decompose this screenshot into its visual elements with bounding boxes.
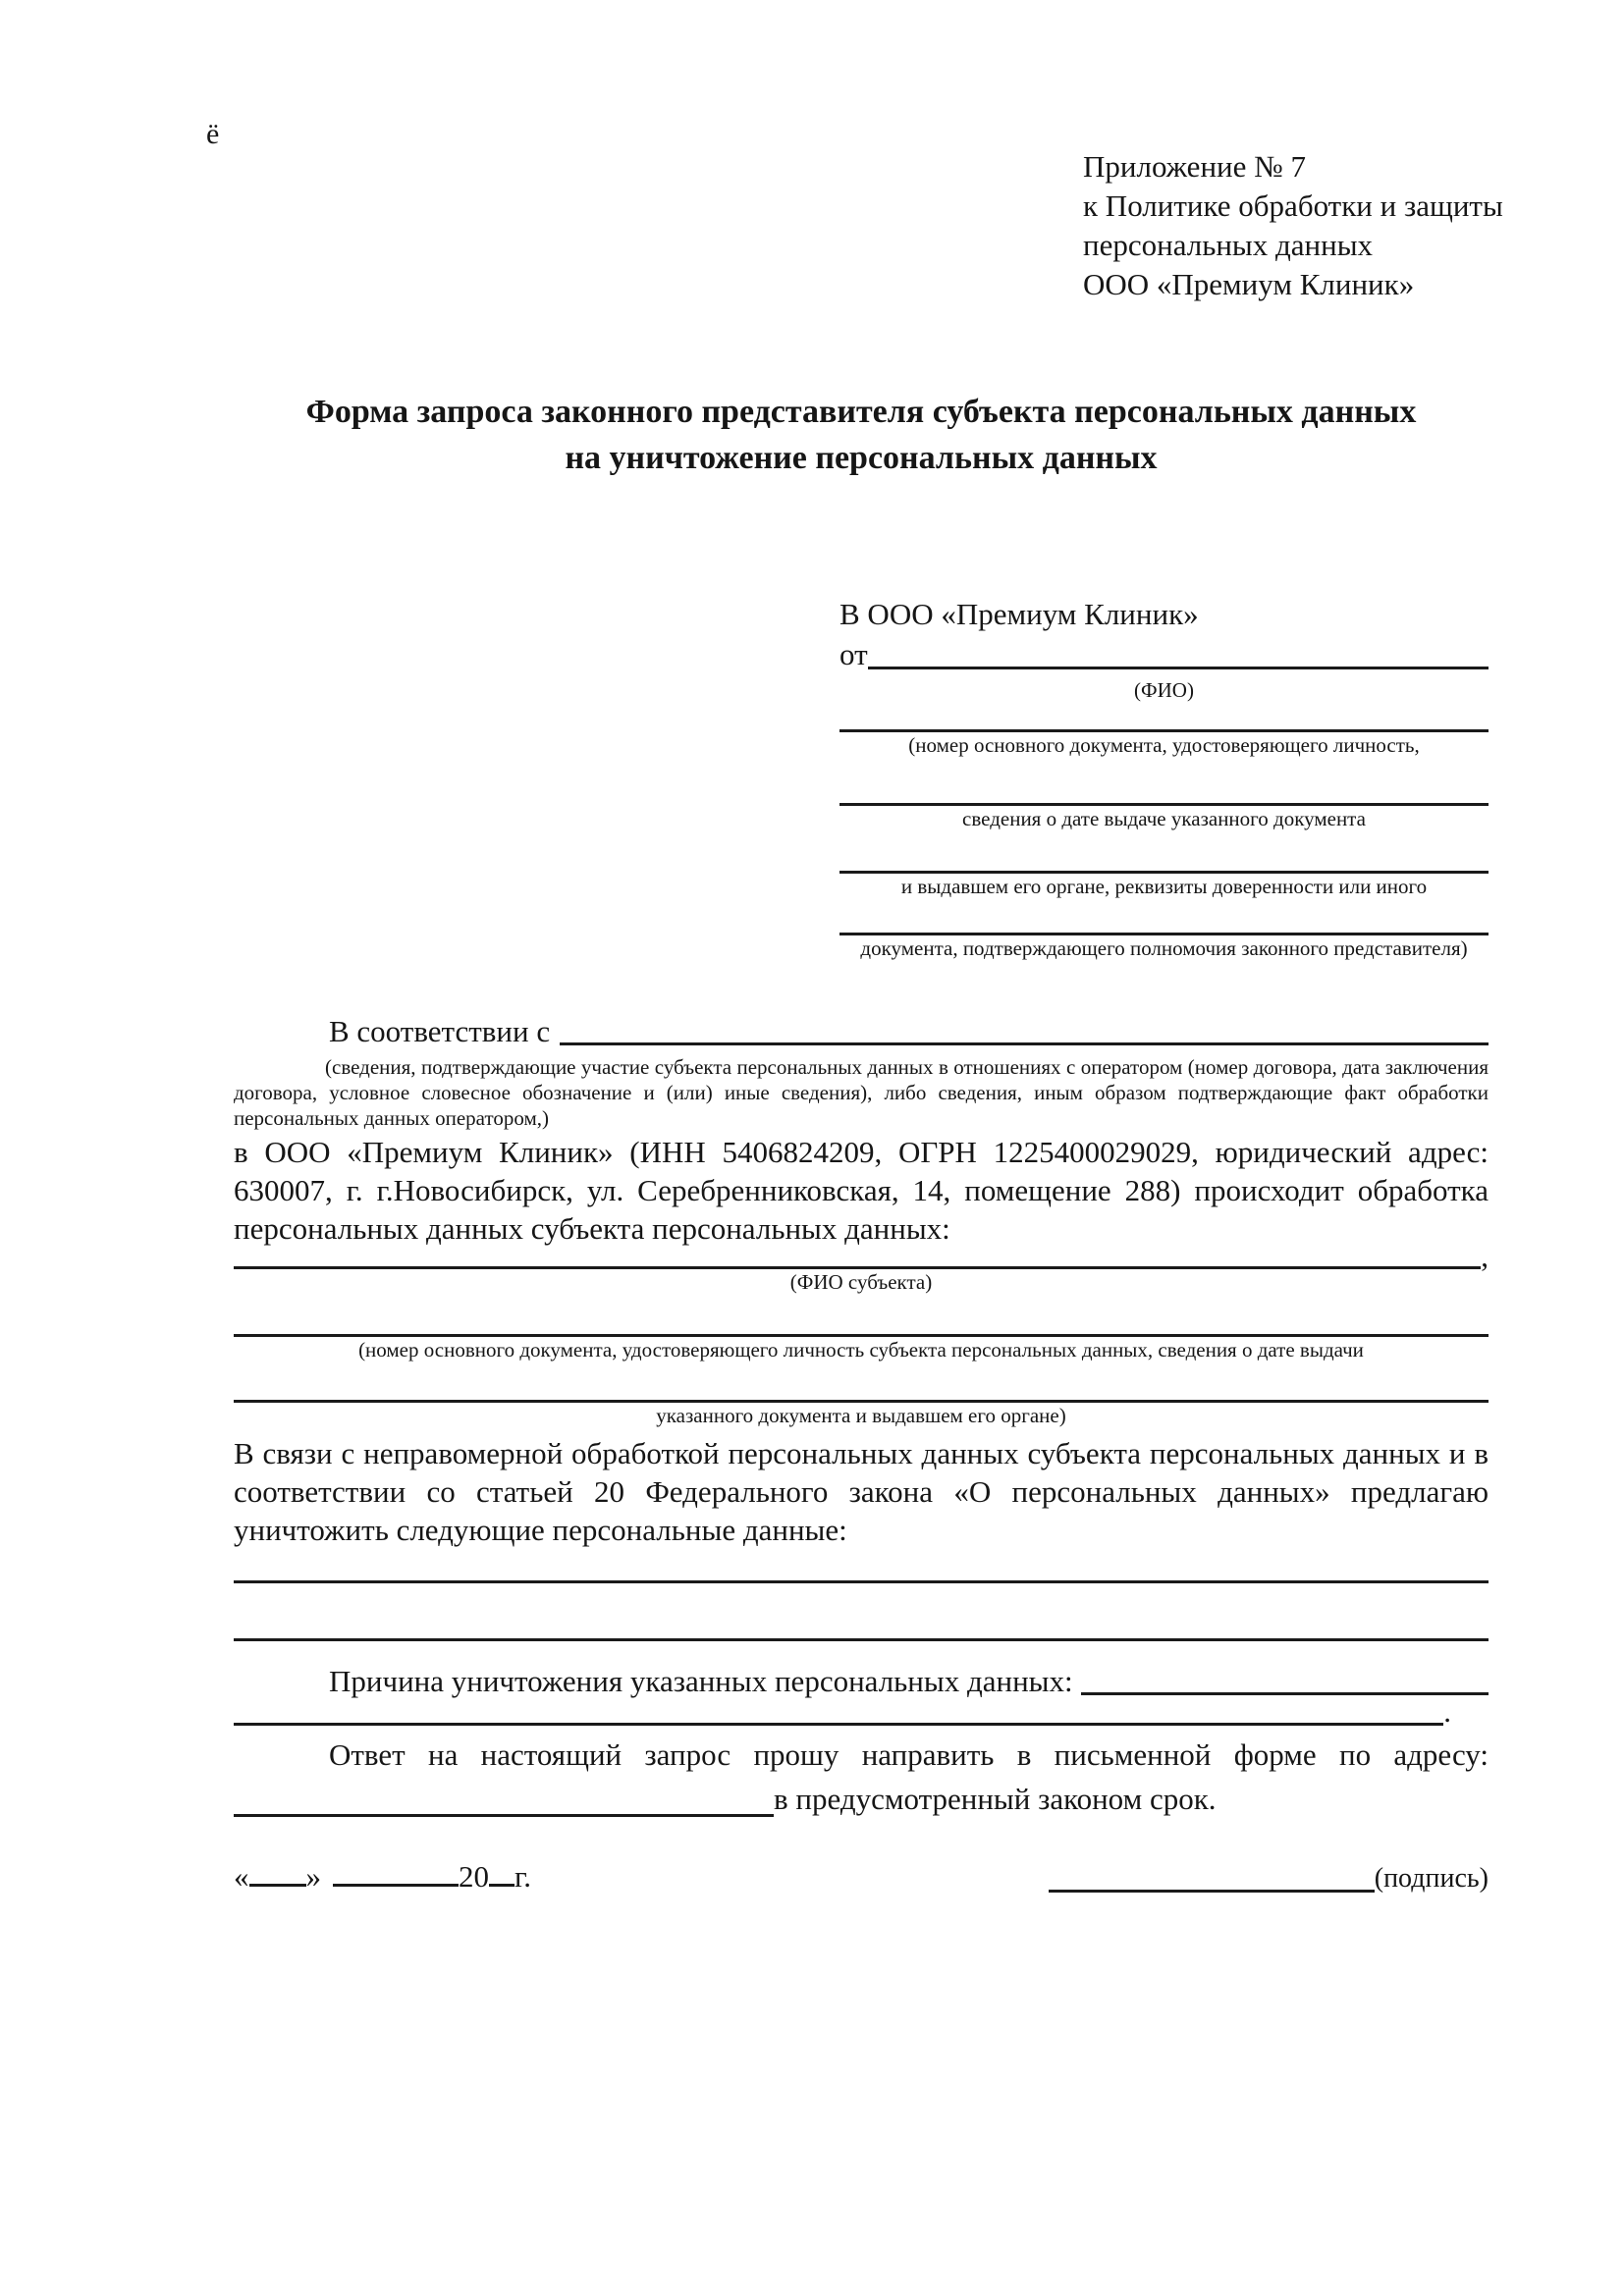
address-blank-line	[234, 1814, 774, 1817]
representative-doc-caption: сведения о дате выдаче указанного документа	[962, 807, 1366, 830]
addressee-from-label: от	[839, 637, 868, 671]
appendix-header-line: персональных данных	[1083, 228, 1374, 262]
representative-doc-caption: и выдавшем его органе, реквизиты доверенности или иного	[900, 875, 1428, 898]
date-year-blank	[489, 1853, 514, 1887]
from-blank-line	[868, 667, 1489, 669]
reason-blank-line	[234, 1723, 1443, 1726]
signature-row	[234, 1853, 1489, 1898]
subject-doc-caption-1: (номер основного документа, удостоверяющего личность субъекта персональных данных, сведения о дате выдачи	[358, 1338, 1364, 1362]
accordance-label: В соответствии с	[329, 1014, 551, 1048]
stray-char: ё	[206, 118, 220, 150]
representative-doc-blank-line	[839, 831, 1489, 874]
accordance-blank-line	[560, 1042, 1489, 1045]
subject-fio-caption: (ФИО субъекта)	[789, 1270, 933, 1294]
representative-doc-blank-line	[839, 899, 1489, 935]
data-to-destroy-blank-line	[234, 1549, 1489, 1583]
appendix-header	[1083, 147, 1503, 304]
addressee-block	[839, 595, 1489, 961]
reason-continuation-line	[234, 1694, 1489, 1729]
date-quote-open: «	[234, 1859, 249, 1894]
reason-line	[234, 1641, 1489, 1700]
appendix-header-line: Приложение № 7	[1083, 149, 1306, 184]
subject-fio-line	[234, 1239, 1489, 1273]
representative-doc-blank-line	[839, 703, 1489, 732]
demand-paragraph: В связи с неправомерной обработкой персональных данных субъекта персональных данных и в соответствии со статьей 20 Федерального закона «О персональных данных» предлагаю уничтожить следующие персональные данные:	[234, 1436, 1489, 1547]
subject-doc-caption-2: указанного документа и выдавшем его органе)	[656, 1404, 1066, 1427]
date-year-prefix: 20	[459, 1859, 489, 1894]
date-line	[234, 1853, 531, 1898]
subject-fio-comma: ,	[1481, 1239, 1489, 1273]
data-to-destroy-blank-line	[234, 1583, 1489, 1641]
date-month-blank	[333, 1853, 459, 1887]
fio-caption: (ФИО)	[1134, 678, 1194, 702]
appendix-header-line: к Политике обработки и защиты	[1083, 188, 1503, 223]
representative-doc-caption: (номер основного документа, удостоверяющего личность,	[908, 733, 1420, 757]
reason-label: Причина уничтожения указанных персональных данных:	[329, 1664, 1073, 1698]
form-title-line-1: Форма запроса законного представителя субъекта персональных данных	[305, 394, 1417, 430]
signature-line	[1049, 1859, 1489, 1898]
appendix-header-line: ООО «Премиум Клиник»	[1083, 267, 1415, 301]
response-paragraph: Ответ на настоящий запрос прошу направить в письменной форме по адресу:	[329, 1737, 1489, 1772]
signature-blank-line	[1049, 1890, 1375, 1893]
operator-paragraph: в ООО «Премиум Клиник» (ИНН 5406824209, ОГРН 1225400029029, юридический адрес: 630007, г. г.Новосибирск, ул. Серебренниковская, 14, помещение 288) происходит обработка персональных данных субъекта персональных данных:	[234, 1135, 1489, 1246]
addressee-to: В ООО «Премиум Клиник»	[839, 597, 1199, 631]
representative-doc-caption: документа, подтверждающего полномочия законного представителя)	[860, 936, 1468, 960]
addressee-from-line	[839, 634, 1489, 675]
signature-caption: (подпись)	[1374, 1863, 1489, 1894]
date-quote-close: »	[305, 1859, 321, 1894]
subject-doc-blank-line	[234, 1295, 1489, 1337]
reason-period: .	[1443, 1694, 1451, 1729]
document-body	[234, 1003, 1489, 1822]
form-title-line-2: на уничтожение персональных данных	[565, 440, 1158, 476]
accordance-caption: (сведения, подтверждающие участие субъекта персональных данных в отношениях с оператором (номер договора, дата заключения договора, условное словесное обозначение и (или) иные сведения), либо сведения, иным образом подтверждающие факт обработки персональных данных оператором,)	[234, 1055, 1489, 1130]
response-tail: в предусмотренный законом срок.	[774, 1782, 1217, 1816]
reason-blank-line	[1081, 1692, 1489, 1695]
subject-doc-blank-line	[234, 1362, 1489, 1403]
date-year-suffix: г.	[514, 1859, 531, 1894]
date-day-blank	[249, 1853, 306, 1887]
form-title	[234, 389, 1489, 481]
representative-doc-blank-line	[839, 758, 1489, 806]
address-line	[234, 1777, 1489, 1822]
accordance-line	[234, 1003, 1489, 1050]
